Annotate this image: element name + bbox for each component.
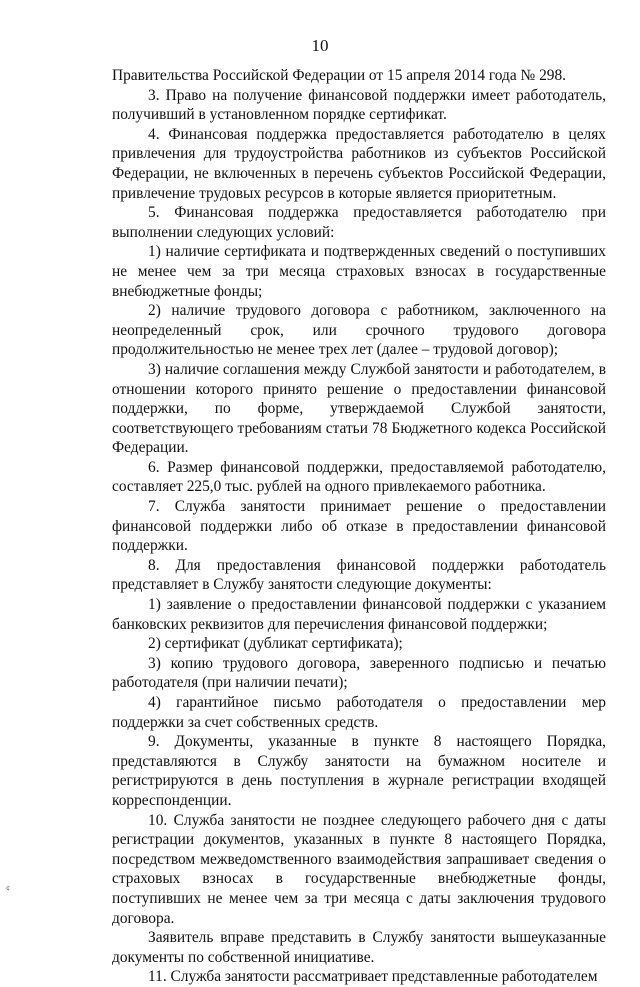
document-paragraph: 5. Финансовая поддержка предоставляется работодателю при выполнении следующих условий: bbox=[112, 204, 606, 241]
document-paragraph: 1) наличие сертификата и подтвержденных сведений о поступивших не менее чем за три месяца страховых взносах в государственные внебюджетные фонды; bbox=[112, 243, 606, 300]
document-paragraph: 1) заявление о предоставлении финансовой поддержки с указанием банковских реквизитов для перечисления финансовой поддержки; bbox=[112, 596, 606, 633]
document-paragraph: 7. Служба занятости принимает решение о предоставлении финансовой поддержки либо об отказе в предоставлении финансовой поддержки. bbox=[112, 498, 606, 555]
document-paragraph: 2) сертификат (дубликат сертификата); bbox=[148, 635, 403, 653]
document-body bbox=[112, 66, 606, 987]
document-paragraph: 4) гарантийное письмо работодателя о предоставлении мер поддержки за счет собственных средств. bbox=[112, 694, 606, 731]
document-paragraph: Правительства Российской Федерации от 15 апреля 2014 года № 298. bbox=[112, 67, 567, 84]
document-paragraph: 3) копию трудового договора, заверенного подписью и печатью работодателя (при наличии печати); bbox=[112, 654, 606, 692]
document-paragraph: 2) наличие трудового договора с работником, заключенного на неопределенный срок, или срочного трудового договора продолжительностью не менее трех лет (далее – трудовой договор); bbox=[112, 302, 606, 359]
document-paragraph: 6. Размер финансовой поддержки, предоставляемой работодателю, составляет 225,0 тыс. рублей на одного привлекаемого работника. bbox=[112, 458, 606, 496]
document-paragraph: 10. Служба занятости не позднее следующего рабочего дня с даты регистрации документов, указанных в пункте 8 настоящего Порядка, посредством межведомственного взаимодействия запрашивает сведения о страховых взносах в государственные внебюджетные фонды, поступивших не менее чем за три месяца с даты заключения трудового договора. bbox=[112, 811, 606, 927]
document-paragraph: Заявитель вправе представить в Службу занятости вышеуказанные документы по собственной инициативе. bbox=[112, 929, 606, 966]
scan-artifact-mark: ¢ bbox=[6, 884, 10, 893]
document-paragraph: 8. Для предоставления финансовой поддержки работодатель представляет в Службу занятости следующие документы: bbox=[112, 556, 606, 594]
document-paragraph: 11. Служба занятости рассматривает представленные работодателем bbox=[148, 968, 598, 986]
document-paragraph: 4. Финансовая поддержка предоставляется работодателю в целях привлечения для трудоустройства работников из субъектов Российской Федерации, не включенных в перечень субъектов Российской Федерации, привлечение трудовых ресурсов в которые является приоритетным. bbox=[112, 125, 606, 202]
document-paragraph: 9. Документы, указанные в пункте 8 настоящего Порядка, представляются в Службу занятости на бумажном носителе и регистрируются в день поступления в журнале регистрации входящей корреспонденции. bbox=[112, 733, 606, 809]
document-paragraph: 3) наличие соглашения между Службой занятости и работодателем, в отношении которого принято решение о предоставлении финансовой поддержки, по форме, утверждаемой Службой занятости, соответствующего требованиям статьи 78 Бюджетного кодекса Российской Федерации. bbox=[112, 360, 606, 457]
document-paragraph: 3. Право на получение финансовой поддержки имеет работодатель, получивший в установленном порядке сертификат. bbox=[112, 86, 606, 124]
page-number: 10 bbox=[311, 36, 329, 55]
